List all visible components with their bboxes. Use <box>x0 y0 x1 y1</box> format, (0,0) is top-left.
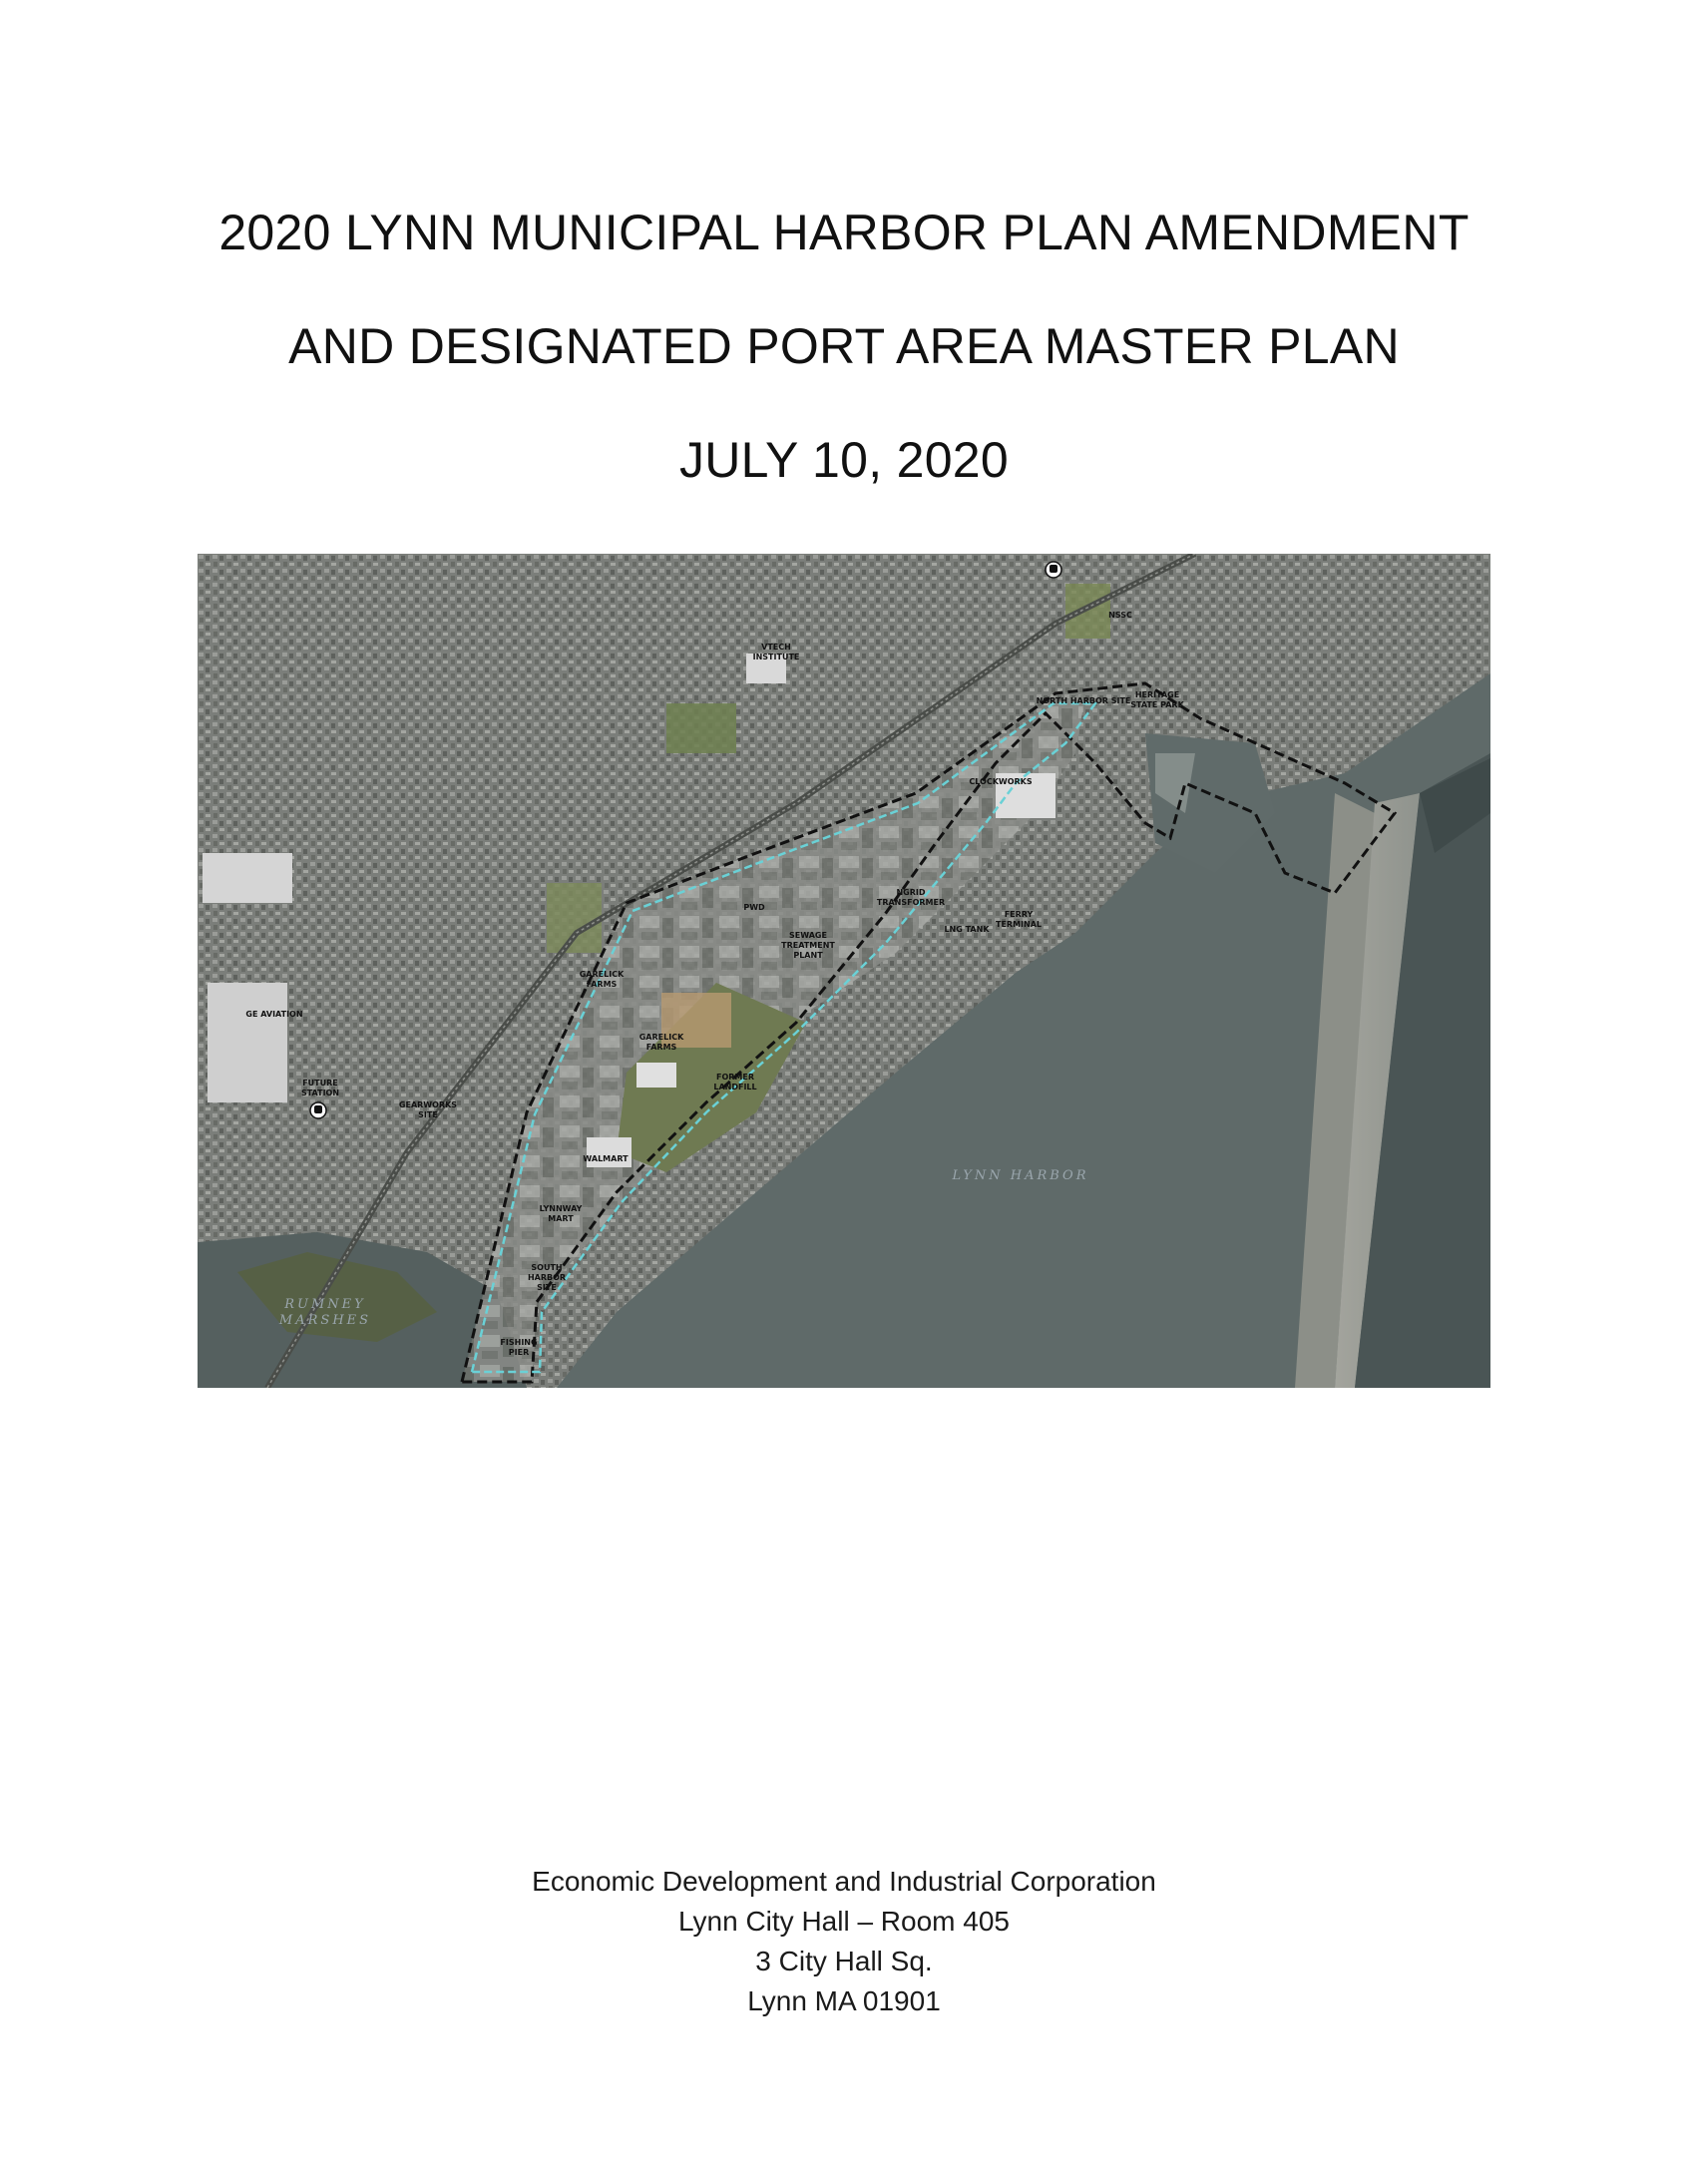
label-ferry-2: TERMINAL <box>995 920 1043 929</box>
label-garelick-b-2: FARMS <box>645 1043 677 1052</box>
label-lng-tank: LNG TANK <box>944 925 990 934</box>
label-landfill: FORMER <box>715 1073 755 1082</box>
label-ferry: FERRY <box>1004 910 1034 919</box>
publisher-address <box>0 1862 1688 2021</box>
label-marshes: MARSHES <box>278 1313 372 1328</box>
city-zip: Lynn MA 01901 <box>747 1985 941 2016</box>
title-line-2: AND DESIGNATED PORT AREA MASTER PLAN <box>288 318 1400 374</box>
label-clockworks: CLOCKWORKS <box>969 777 1033 786</box>
label-garelick-a-2: FARMS <box>586 980 618 989</box>
label-heritage: HERITAGE <box>1134 690 1180 699</box>
label-landfill-2: LANDFILL <box>713 1083 757 1092</box>
label-ngrid: NGRID <box>896 888 926 897</box>
label-gearworks-2: SITE <box>418 1110 438 1119</box>
label-pwd: PWD <box>743 903 765 912</box>
label-future-station: FUTURE <box>302 1079 338 1088</box>
title-line-1: 2020 LYNN MUNICIPAL HARBOR PLAN AMENDMENT <box>218 205 1470 260</box>
label-south-harbor-2: HARBOR <box>527 1273 567 1282</box>
label-fishing-pier: FISHING <box>500 1338 538 1347</box>
label-vtech: VTECH <box>761 643 791 652</box>
label-lynn-harbor: LYNN HARBOR <box>952 1168 1089 1183</box>
label-south-harbor-3: SITE <box>537 1283 557 1292</box>
label-ge-aviation: GE AVIATION <box>245 1010 303 1019</box>
aerial-map <box>198 554 1490 1388</box>
label-fishing-pier-2: PIER <box>508 1348 530 1357</box>
label-ngrid-2: TRANSFORMER <box>876 898 946 907</box>
aerial-map-graphic <box>198 554 1490 1388</box>
label-nssc: NSSC <box>1108 611 1132 620</box>
label-heritage-2: STATE PARK <box>1130 700 1184 709</box>
organization-name: Economic Development and Industrial Corporation <box>532 1866 1156 1897</box>
label-garelick-a: GARELICK <box>579 970 625 979</box>
train-station-icon <box>1046 562 1061 578</box>
label-rumney: RUMNEY <box>284 1297 366 1312</box>
label-future-station-2: STATION <box>300 1089 340 1097</box>
label-sewage: SEWAGE <box>789 931 827 940</box>
report-date: JULY 10, 2020 <box>678 432 1010 488</box>
label-walmart: WALMART <box>583 1154 629 1163</box>
label-lynnway-2: MART <box>548 1214 574 1223</box>
building-room: Lynn City Hall – Room 405 <box>677 1906 1010 1937</box>
label-sewage-3: PLANT <box>793 951 823 960</box>
street-address: 3 City Hall Sq. <box>755 1946 933 1976</box>
label-south-harbor: SOUTH <box>531 1263 563 1272</box>
label-garelick-b: GARELICK <box>638 1033 684 1042</box>
label-sewage-2: TREATMENT <box>781 941 835 950</box>
label-north-harbor: NORTH HARBOR SITE <box>1036 696 1131 705</box>
label-vtech-2: INSTITUTE <box>752 653 800 661</box>
label-lynnway: LYNNWAY <box>539 1204 583 1213</box>
label-gearworks: GEARWORKS <box>398 1100 458 1109</box>
future-station-icon <box>310 1102 326 1118</box>
